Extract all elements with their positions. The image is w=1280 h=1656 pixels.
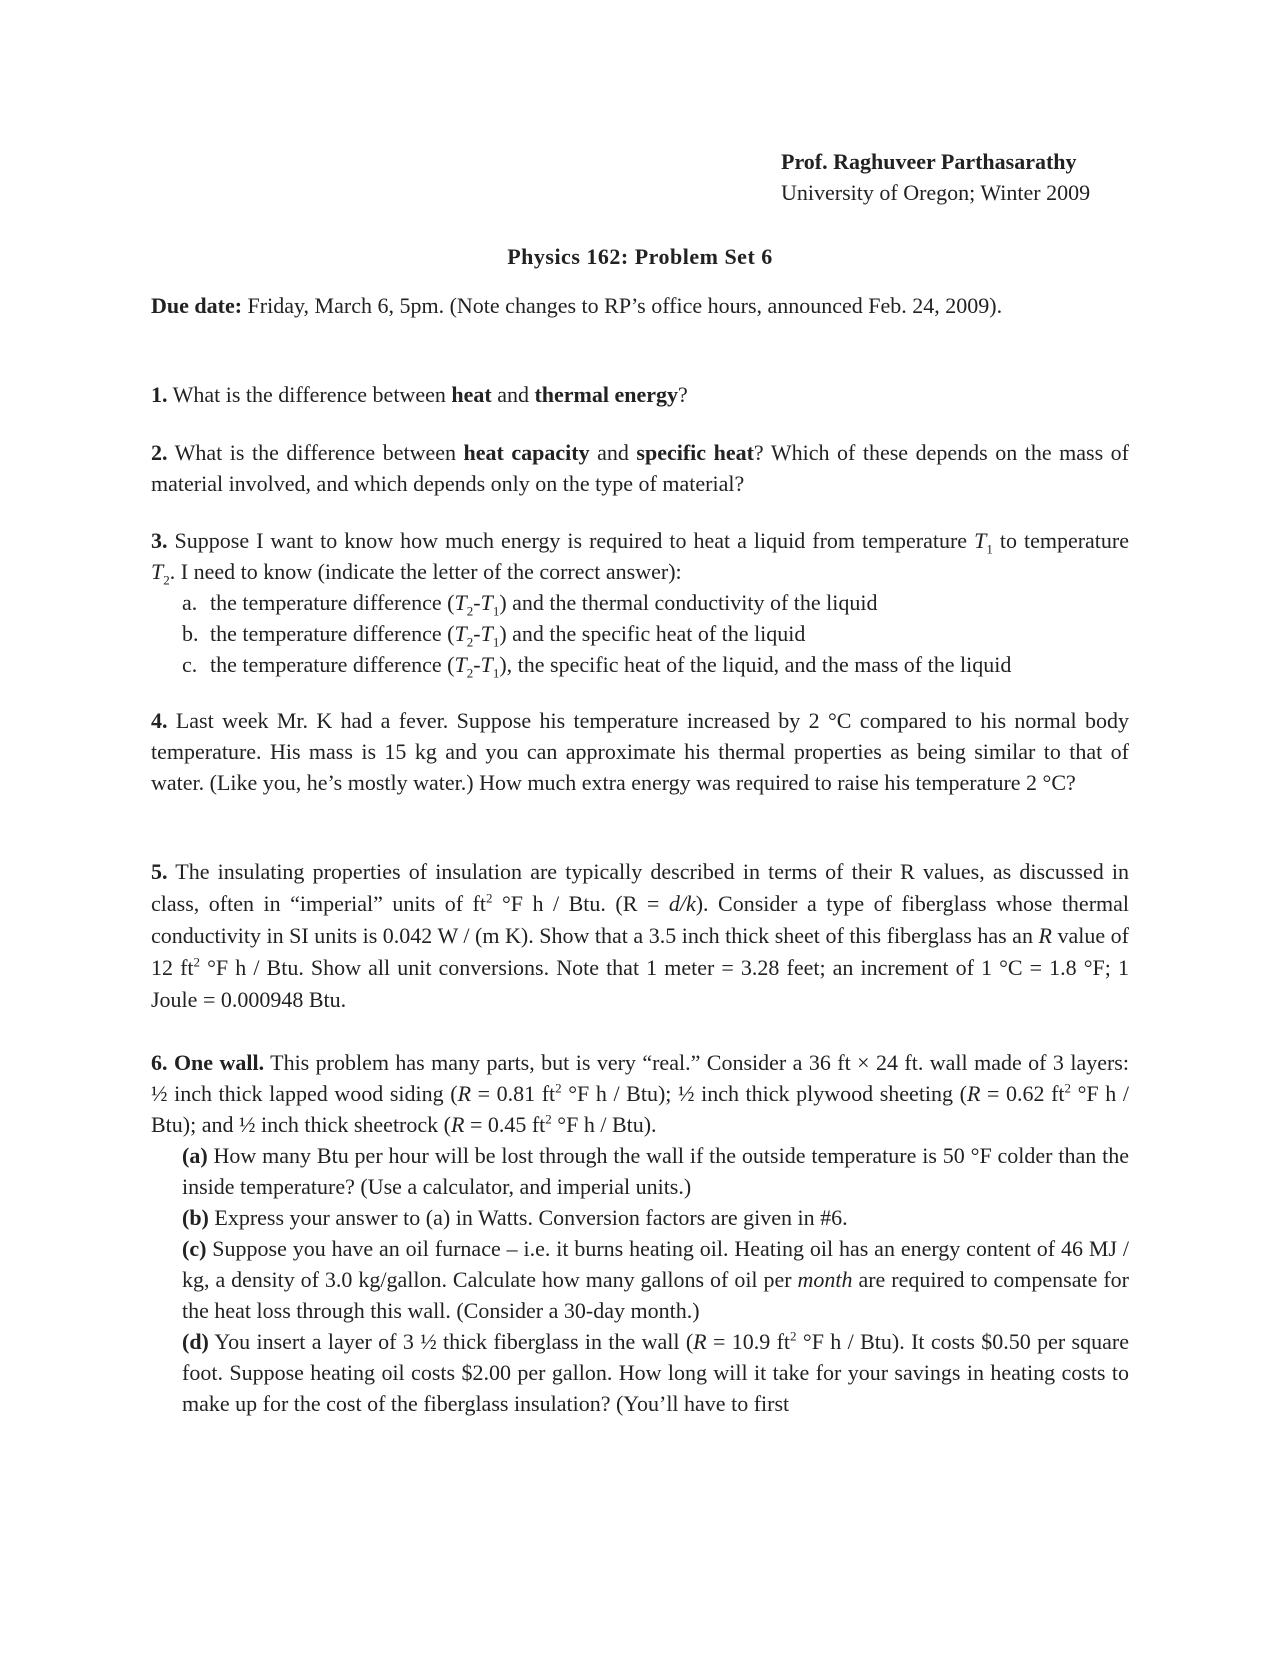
option-letter: b.	[182, 621, 199, 646]
symbol-t: T	[480, 621, 493, 646]
part-text: °F h / Btu). It costs $0.50 per square foot. Suppose heating oil costs $2.00 per gallon. How long will it take for your savings in heating costs to make up for the cost of the fiberglass insulation? (You’ll have to first	[182, 1329, 1129, 1416]
part-text: Express your answer to (a) in Watts. Conversion factors are given in #6.	[208, 1205, 848, 1230]
minus-sign: -	[473, 590, 481, 615]
question-text: What is the difference between	[172, 382, 452, 407]
part-text: Suppose you have an oil furnace – i.e. it burns heating oil. Heating oil has an energy content of 46 MJ / kg, a density of 3.0 kg/gallon. Calculate how many gallons of oil per	[182, 1236, 1129, 1292]
part-text: = 10.9 ft	[706, 1329, 791, 1354]
minus-sign: -	[473, 652, 481, 677]
subscript: 1	[492, 665, 500, 681]
part-text: You insert a layer of 3 ½ thick fiberglass in the wall (	[208, 1329, 694, 1354]
superscript: 2	[485, 890, 493, 906]
subscript: 2	[163, 572, 170, 588]
answer-option-c	[151, 649, 1129, 680]
question-text: °F h / Btu. Show all unit conversions. Note that 1 meter = 3.28 feet; an increment of 1 °C = 1.8 °F; 1 Joule = 0.000948 Btu.	[151, 955, 1129, 1012]
answer-option-b	[151, 618, 1129, 649]
option-text: the temperature difference (	[210, 590, 455, 615]
question-number: 6.	[151, 1050, 168, 1075]
option-letter: c.	[182, 652, 198, 677]
symbol-t: T	[454, 590, 467, 615]
question-number: 2.	[151, 440, 168, 465]
question-4	[151, 705, 1129, 798]
option-text: the temperature difference (	[210, 621, 455, 646]
symbol-t: T	[454, 652, 467, 677]
part-text: are required to compensate for the heat loss through this wall. (Consider a 30-day month.)	[182, 1267, 1129, 1323]
question-text: Last week Mr. K had a fever. Suppose his temperature increased by 2 °C compared to his normal body temperature. His mass is 15 kg and you can approximate his thermal properties as being similar to that of water. (Like you, he’s mostly water.) How much extra energy was required to raise his temperature 2 °C?	[151, 708, 1130, 795]
subscript: 1	[492, 634, 500, 650]
question-text: This problem has many parts, but is very “real.” Consider a 36 ft × 24 ft. wall made of 3 layers: ½ inch thick lapped wood siding (	[151, 1050, 1129, 1106]
subscript: 2	[466, 603, 474, 619]
question-text: and	[491, 382, 535, 407]
symbol-t: T	[151, 559, 164, 584]
symbol-t: T	[480, 590, 493, 615]
question-text: The insulating properties of insulation are typically described in terms of their R values, as discussed in class, often in “imperial” units of ft	[151, 859, 1129, 916]
question-text: value of 12 ft	[151, 923, 1129, 980]
question-text: ? Which of these depends on the mass of material involved, and which depends only on the type of material?	[151, 440, 1129, 496]
question-2	[151, 437, 1129, 499]
question-text: Suppose I want to know how much energy is required to heat a liquid from temperature	[174, 528, 975, 553]
formula-d-over-k: d/k	[668, 891, 696, 916]
term-specific-heat: specific heat	[636, 440, 754, 465]
symbol-t: T	[480, 652, 493, 677]
question-text: °F h / Btu. (R =	[492, 891, 669, 916]
part-text: How many Btu per hour will be lost through the wall if the outside temperature is 50 °F colder than the inside temperature? (Use a calculator, and imperial units.)	[182, 1143, 1129, 1199]
question-text: = 0.45 ft	[464, 1112, 546, 1137]
part-a	[151, 1140, 1129, 1202]
question-text: = 0.62 ft	[980, 1081, 1065, 1106]
minus-sign: -	[473, 621, 481, 646]
part-label: (b)	[182, 1205, 209, 1230]
symbol-r: R	[966, 1081, 981, 1106]
part-label: (a)	[182, 1143, 208, 1168]
question-text: °F h / Btu); ½ inch thick plywood sheeting (	[561, 1081, 967, 1106]
symbol-r: R	[693, 1329, 707, 1354]
header-block	[781, 146, 1201, 208]
symbol-t: T	[454, 621, 467, 646]
subscript: 2	[466, 665, 474, 681]
part-c	[151, 1233, 1129, 1326]
part-label: (d)	[182, 1329, 209, 1354]
due-date-label: Due date:	[151, 293, 243, 318]
answer-option-a	[151, 587, 1129, 618]
question-text: . I need to know (indicate the letter of the correct answer):	[169, 559, 682, 584]
question-number: 4.	[151, 708, 168, 733]
subscript: 1	[492, 603, 500, 619]
superscript: 2	[555, 1080, 562, 1096]
question-6	[151, 1047, 1129, 1419]
question-text: What is the difference between	[174, 440, 464, 465]
question-text: = 0.81 ft	[471, 1081, 556, 1106]
term-thermal-energy: thermal energy	[534, 382, 679, 407]
part-d	[151, 1326, 1129, 1419]
superscript: 2	[1064, 1080, 1072, 1096]
due-date	[151, 290, 1129, 321]
question-text: ?	[678, 382, 688, 407]
question-3	[151, 525, 1129, 680]
question-text: °F h / Btu); and ½ inch thick sheetrock (	[151, 1081, 1129, 1137]
option-text: ) and the thermal conductivity of the liquid	[499, 590, 878, 615]
option-text: the temperature difference (	[210, 652, 455, 677]
question-text: to temperature	[992, 528, 1130, 553]
affiliation: University of Oregon; Winter 2009	[781, 180, 1091, 205]
term-heat: heat	[451, 382, 492, 407]
document-title: Physics 162: Problem Set 6	[507, 244, 773, 269]
symbol-r: R	[450, 1112, 465, 1137]
question-number: 3.	[151, 528, 168, 553]
emphasis-month: month	[797, 1267, 853, 1292]
question-5	[151, 856, 1129, 1016]
subscript: 1	[986, 541, 993, 557]
question-heading: One wall.	[173, 1050, 265, 1075]
author-name: Prof. Raghuveer Parthasarathy	[781, 149, 1077, 174]
question-number: 5.	[151, 859, 168, 884]
option-text: ), the specific heat of the liquid, and the mass of the liquid	[499, 652, 1012, 677]
superscript: 2	[790, 1328, 797, 1344]
term-heat-capacity: heat capacity	[463, 440, 590, 465]
question-text: ). Consider a type of fiberglass whose thermal conductivity in SI units is 0.042 W / (m K). Show that a 3.5 inch thick sheet of this fiberglass has an	[151, 891, 1130, 948]
superscript: 2	[545, 1111, 552, 1127]
symbol-r: R	[457, 1081, 472, 1106]
part-label: (c)	[182, 1236, 207, 1261]
superscript: 2	[193, 954, 201, 970]
question-text: °F h / Btu).	[551, 1112, 657, 1137]
symbol-t: T	[974, 528, 987, 553]
subscript: 2	[466, 634, 474, 650]
due-date-text: Friday, March 6, 5pm. (Note changes to RP’s office hours, announced Feb. 24, 2009).	[247, 293, 1003, 318]
option-letter: a.	[182, 590, 198, 615]
option-text: ) and the specific heat of the liquid	[499, 621, 806, 646]
question-text: and	[589, 440, 637, 465]
part-b	[151, 1202, 1129, 1233]
symbol-r: R	[1038, 923, 1052, 948]
question-1	[151, 379, 1129, 410]
question-number: 1.	[151, 382, 168, 407]
